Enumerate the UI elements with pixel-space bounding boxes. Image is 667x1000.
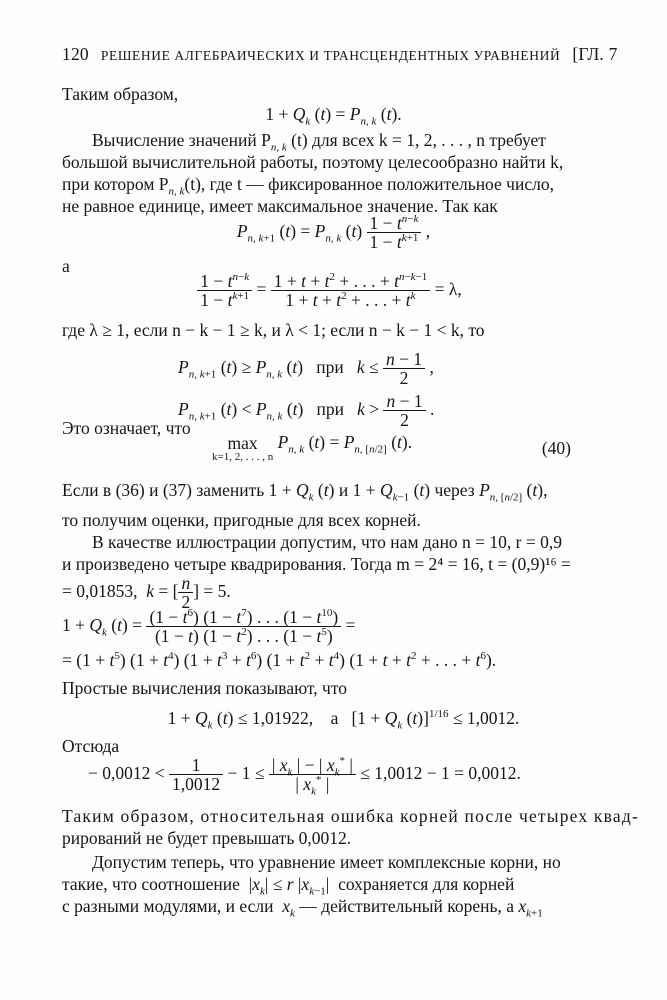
page-number: 120 bbox=[62, 44, 89, 64]
text-line: = 0,01853, k = [ $\frac{n}{2}$ ] = 5. bbox=[62, 573, 231, 613]
text-line: Если в (36) и (37) заменить $1 + Q_k$ (t) и $1 + Q_{k-1}$ (t) через $P_{n, [n/2]}$ (t), bbox=[62, 480, 548, 504]
chapter-label: [ГЛ. 7 bbox=[572, 44, 618, 64]
text-line: Таким образом, bbox=[62, 84, 179, 104]
equation-expansion: = $(1 + t^5)$ $(1 + t^4)$ $(1 + t^3 + t^6)$ $(1 + t^2 + t^4)$ ($1 + t + t^2$ + . . . + $t^6$). bbox=[62, 650, 497, 670]
equation-ineq-2: $P_{n, k+1}$ $(t) < P_{n, k}$ (t) при k > $\frac{n - 1}{2}$ . bbox=[178, 391, 435, 431]
equation-bounds: $1 + Q_k$ (t) ≤ 1,01922, а [$1 + Q_k$ (t)]$^{1/16}$ ≤ 1,0012. bbox=[167, 708, 520, 732]
equation-lambda: $\frac{1 - t^{n-k}}{1 - t^{k+1}}$ = $\frac{1 + t + t^2 + . . . + t^{n-k-1}}{1 + t + t^2 + . . . + t^k}$ = λ, bbox=[0, 272, 663, 310]
text-line: с разными модулями, и если $x_k$ — действительный корень, а $x_{k+1}$ bbox=[62, 896, 543, 920]
equation-max: max k=1, 2, . . . , n $P_{n, k}$ $(t) = P_{n, [n/2]}$ (t). bbox=[212, 432, 413, 464]
running-header bbox=[62, 46, 618, 64]
text-line: Допустим теперь, что уравнение имеет комплексные корни, но bbox=[92, 852, 561, 872]
text-line: Отсюда bbox=[62, 736, 120, 756]
text-line: Вычисление значений $P_{n, k}$ (t) для всех k = 1, 2, . . . , n требует bbox=[92, 130, 546, 154]
equation-product: $1 + Q_k$ (t) = $\frac{(1 - t^6) (1 - t^7) . . . (1 - t^{10})}{(1 - t) (1 - t^2) . . . (1 - t^5)}$ = bbox=[62, 607, 356, 647]
text-line: при котором $P_{n, k}(t)$, где t — фиксированное положительное число, bbox=[62, 174, 554, 198]
text-line: Простые вычисления показывают, что bbox=[62, 678, 347, 698]
text-line: Это означает, что bbox=[62, 418, 191, 438]
running-title: РЕШЕНИЕ АЛГЕБРАИЧЕСКИХ И ТРАНСЦЕНДЕНТНЫХ УРАВНЕНИЙ bbox=[100, 48, 561, 63]
text-line: большой вычислительной работы, поэтому целесообразно найти k, bbox=[62, 152, 564, 172]
text-line: то получим оценки, пригодные для всех корней. bbox=[62, 510, 421, 530]
equation-error: − 0,0012 < $\frac{1}{1,0012}$ − 1 ≤ $\frac{| x_k | - | x_k^* |}{| x_k^* |}$ ≤ 1,0012 − 1 = 0,0012. bbox=[88, 755, 521, 798]
text-line: где λ ≥ 1, если n − k − 1 ≥ k, и λ < 1; если n − k − 1 < k, то bbox=[62, 320, 485, 340]
equation-number: (40) bbox=[541, 438, 571, 458]
text-line: В качестве иллюстрации допустим, что нам дано n = 10, r = 0,9 bbox=[92, 532, 562, 552]
text-line: не равное единице, имеет максимальное значение. Так как bbox=[62, 196, 498, 216]
text-line: такие, что соотношение $|x_k| \le r$ $|x_{k-1}|$ сохраняется для корней bbox=[62, 874, 515, 898]
text-line: и произведено четыре квадрирования. Тогда m = 2⁴ = 16, t = (0,9)¹⁶ = bbox=[62, 554, 571, 574]
text-line: рирований не будет превышать 0,0012. bbox=[62, 828, 352, 848]
equation-ineq-1: $P_{n, k+1}$ $(t) \ge P_{n, k}$ (t) при k ≤ $\frac{n - 1}{2}$ , bbox=[178, 349, 434, 389]
text-line: а bbox=[62, 256, 70, 276]
equation-recurrence: $P_{n, k+1}$ $(t) = P_{n, k}$ (t) $\frac{1 - t^{n-k}}{1 - t^{k+1}}$ , bbox=[236, 213, 431, 253]
text-line: Таким образом, относительная ошибка корней после четырех квад- bbox=[62, 806, 639, 826]
equation-q-p: $1 + Q_k$ $(t) = P_{n, k}$ (t). bbox=[265, 104, 402, 128]
